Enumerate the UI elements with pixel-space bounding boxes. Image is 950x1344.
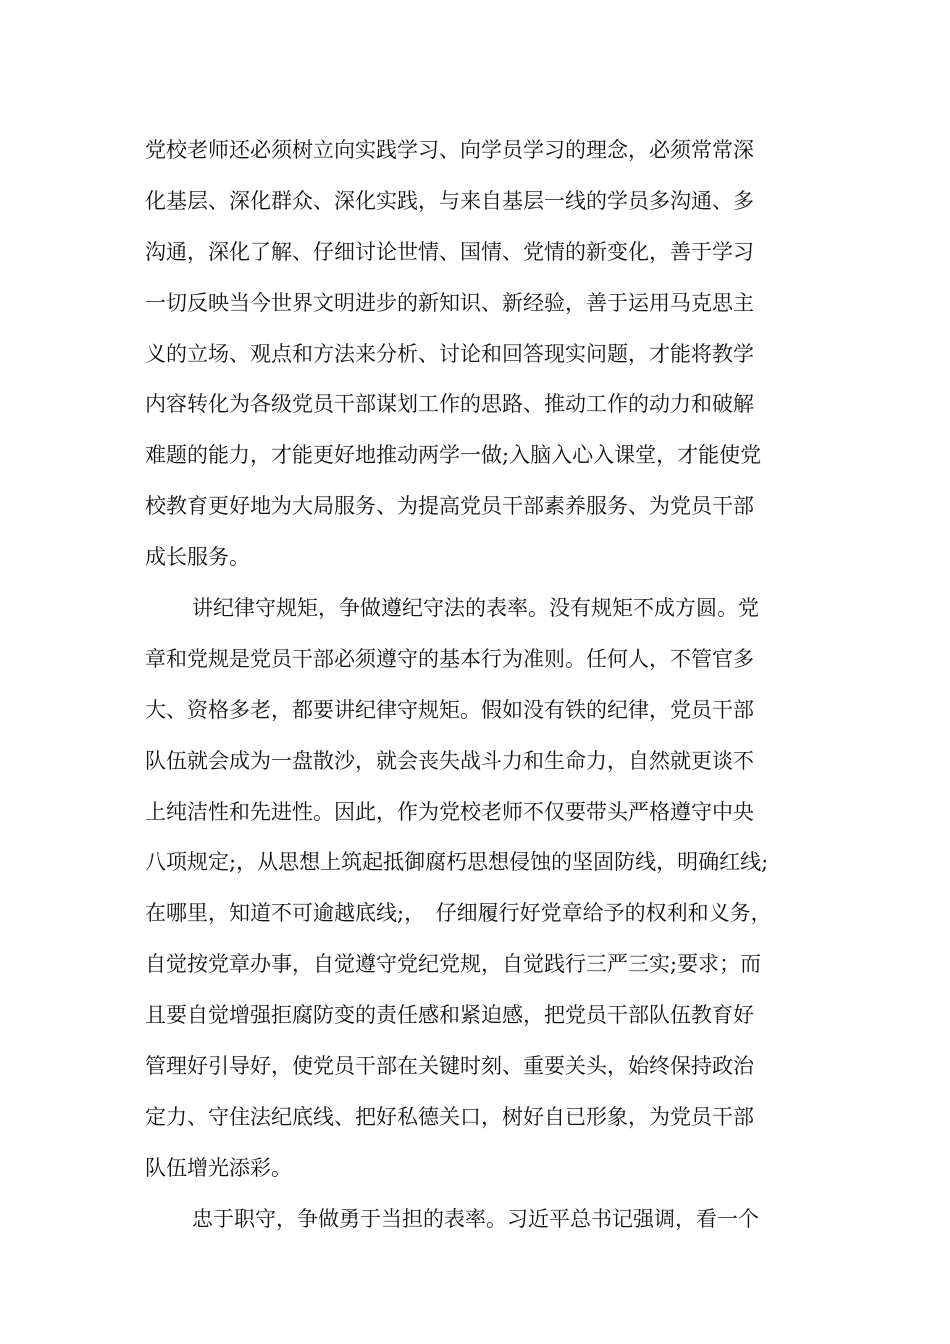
text-line: 章和党规是党员干部必须遵守的基本行为准则。任何人，不管官多 — [145, 646, 754, 671]
document-body — [145, 125, 825, 1245]
text-line: 且要自觉增强拒腐防变的责任感和紧迫感，把党员干部队伍教育好 — [145, 1003, 754, 1028]
text-line: 队伍增光添彩。 — [145, 1155, 292, 1180]
text-line: 讲纪律守规矩，争做遵纪守法的表率。没有规矩不成方圆。党 — [192, 596, 759, 621]
text-line: 党校老师还必须树立向实践学习、向学员学习的理念，必须常常深 — [145, 138, 754, 162]
text-line: 义的立场、观点和方法来分析、讨论和回答现实问题，才能将教学 — [145, 341, 754, 366]
paragraph-3 — [145, 1194, 825, 1245]
text-line: 校教育更好地为大局服务、为提高党员干部素养服务、为党员干部 — [145, 494, 754, 519]
text-line: 大、资格多老，都要讲纪律守规矩。假如没有铁的纪律，党员干部 — [145, 697, 754, 722]
text-line: 八项规定;，从思想上筑起抵御腐朽思想侵蚀的坚固防线，明确红线; — [145, 850, 769, 875]
text-line: 自觉按党章办事，自觉遵守党纪党规，自觉践行三严三实;要求；而 — [145, 952, 762, 977]
text-line: 一切反映当今世界文明进步的新知识、新经验，善于运用马克思主 — [145, 290, 754, 315]
text-line: 队伍就会成为一盘散沙，就会丧失战斗力和生命力，自然就更谈不 — [145, 748, 754, 773]
paragraph-1 — [145, 125, 825, 583]
text-line: 难题的能力，才能更好地推动两学一做;入脑入心入课堂，才能使党 — [145, 443, 762, 468]
text-line: 上纯洁性和先进性。因此，作为党校老师不仅要带头严格遵守中央 — [145, 799, 754, 824]
text-line: 忠于职守，争做勇于当担的表率。习近平总书记强调，看一个 — [192, 1206, 759, 1231]
text-line: 定力、守住法纪底线、把好私德关口，树好自已形象，为党员干部 — [145, 1104, 754, 1129]
text-line: 成长服务。 — [145, 545, 250, 570]
text-line: 管理好引导好，使党员干部在关键时刻、重要关头，始终保持政治 — [145, 1054, 754, 1079]
text-line: 内容转化为各级党员干部谋划工作的思路、推动工作的动力和破解 — [145, 392, 754, 417]
paragraph-2 — [145, 583, 825, 1194]
text-line: 在哪里，知道不可逾越底线;， 仔细履行好党章给予的权利和义务， — [145, 901, 772, 926]
text-line: 沟通，深化了解、仔细讨论世情、国情、党情的新变化，善于学习 — [145, 239, 754, 264]
text-line: 化基层、深化群众、深化实践，与来自基层一线的学员多沟通、多 — [145, 188, 754, 213]
